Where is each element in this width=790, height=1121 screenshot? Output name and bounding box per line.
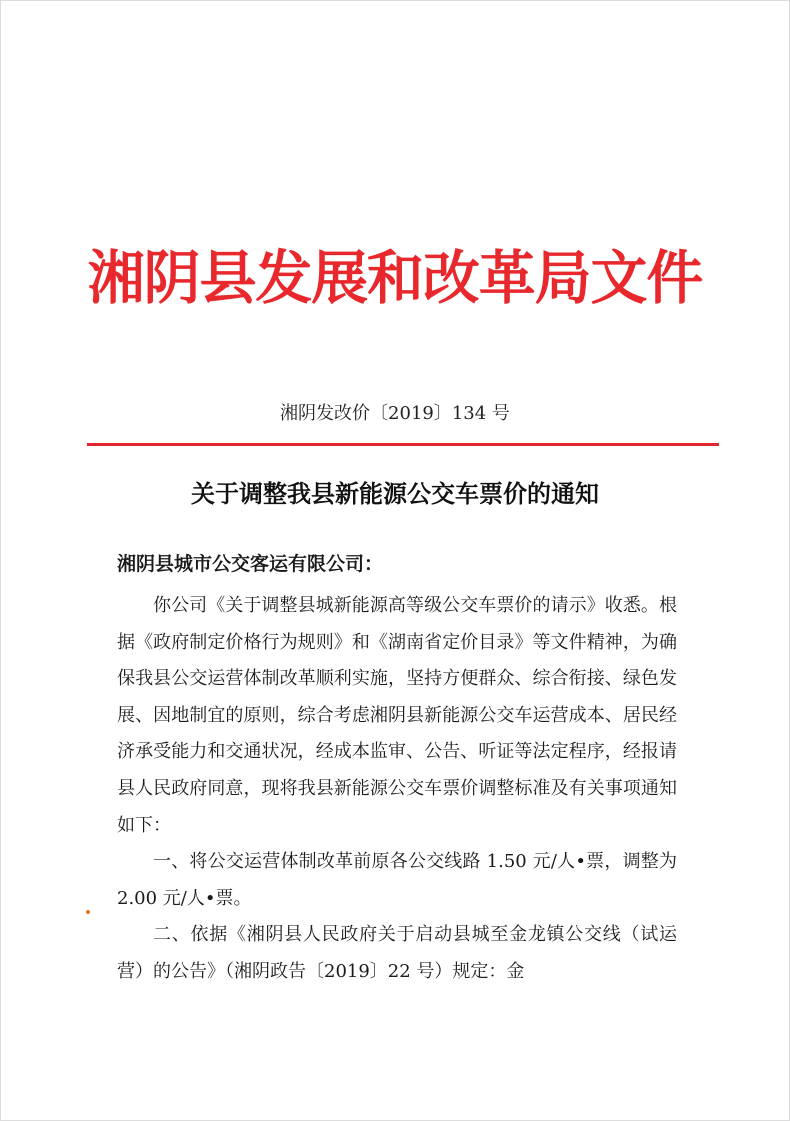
addressee: 湘阴县城市公交客运有限公司：	[117, 553, 384, 575]
notice-title: 关于调整我县新能源公交车票价的通知	[191, 480, 599, 508]
red-separator-line	[87, 443, 719, 446]
margin-ink-mark	[86, 910, 90, 914]
body-paragraph: 你公司《关于调整县城新能源高等级公交车票价的请示》收悉。根据《政府制定价格行为规则》和《湖南省定价目录》等文件精神，为确保我县公交运营体制改革顺利实施，坚持方便群众、综合衔接、绿色发展、因地制宜的原则，综合考虑湘阴县新能源公交车运营成本、居民经济承受能力和交通状况，经成本监审、公告、听证等法定程序，经报请县人民政府同意，现将我县新能源公交车票价调整标准及有关事项通知如下：	[117, 595, 677, 836]
notice-body	[117, 546, 677, 991]
body-paragraph: 一、将公交运营体制改革前原各公交线路 1.50 元/人•票，调整为 2.00 元/人•票。	[117, 851, 677, 909]
body-paragraph: 二、依据《湘阴县人民政府关于启动县城至金龙镇公交线（试运营）的公告》（湘阴政告〔2019〕22 号）规定：金	[117, 924, 677, 982]
issuer-letterhead-title: 湘阴县发展和改革局文件	[87, 244, 703, 312]
document-number: 湘阴发改价〔2019〕134 号	[280, 403, 510, 424]
